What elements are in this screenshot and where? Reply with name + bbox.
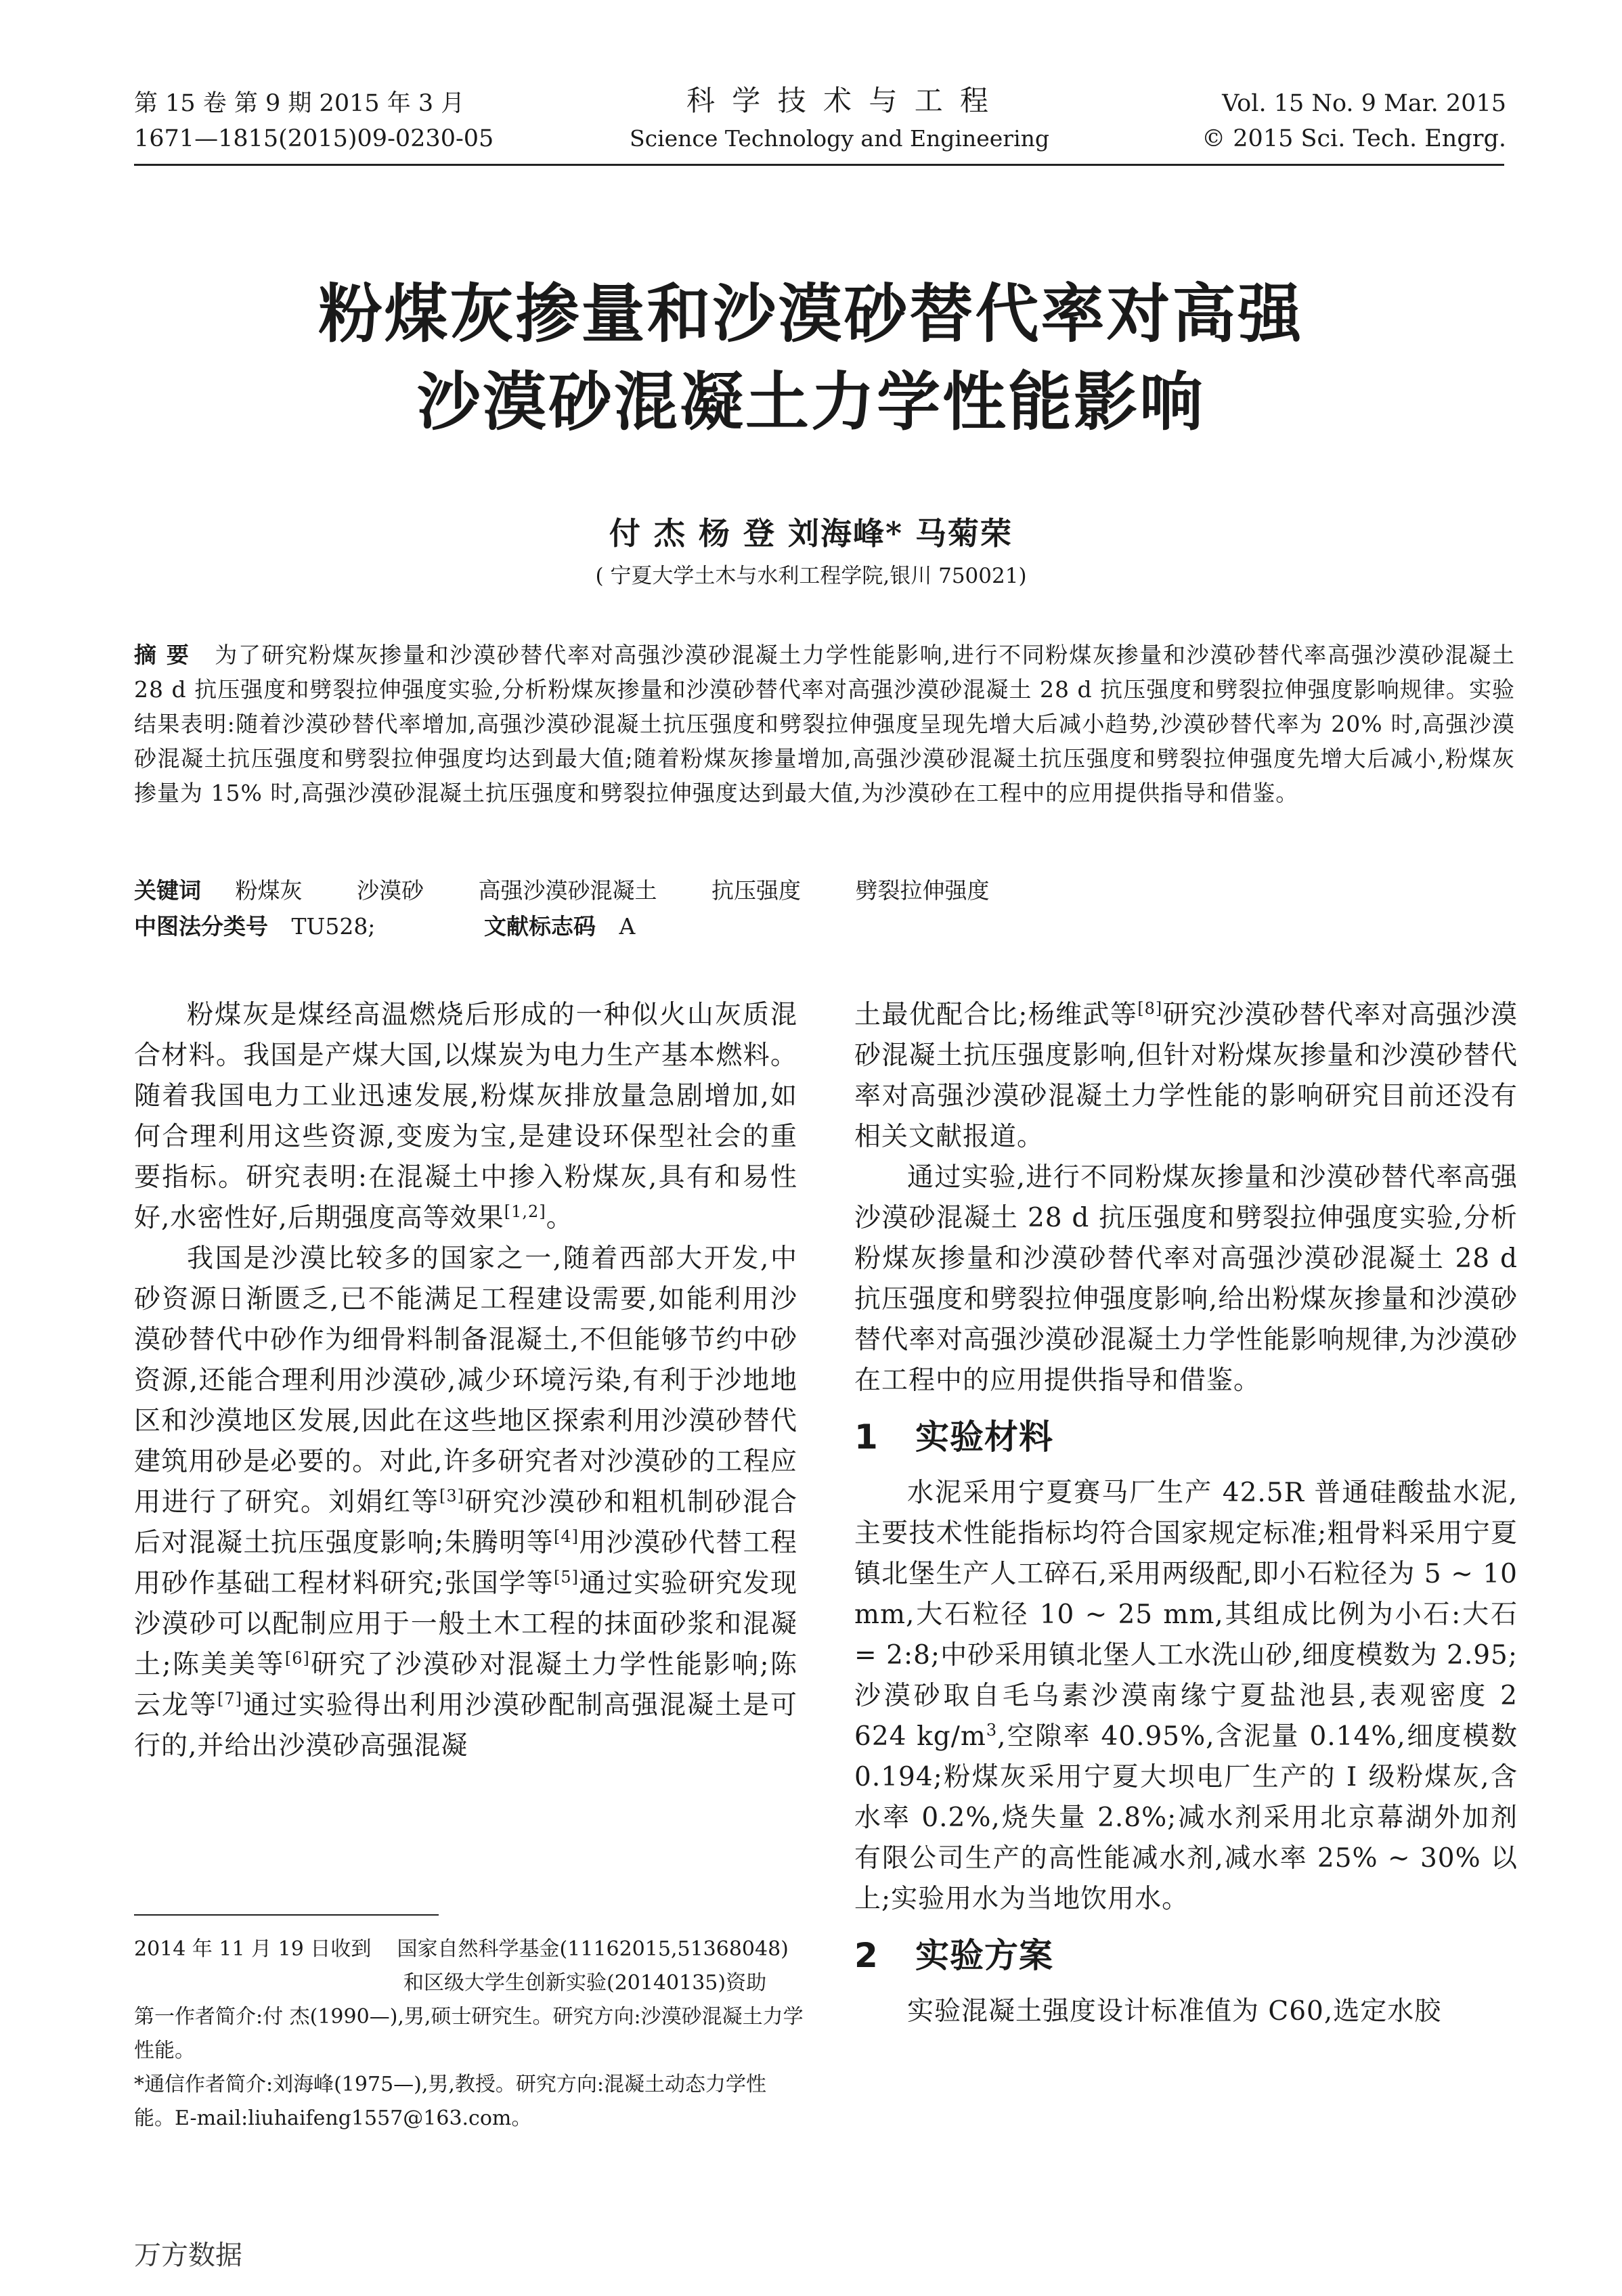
body-paragraph: 通过实验,进行不同粉煤灰掺量和沙漠砂替代率高强沙漠砂混凝土 28 d 抗压强度和劈裂拉伸强度实验,分析粉煤灰掺量和沙漠砂替代率对高强沙漠砂混凝土 28 d 抗压强度和劈裂拉伸强度影响,给出粉煤灰掺量和沙漠砂替代率对高强沙漠砂混凝土力学性能影响规律,为沙漠砂在工程中的应用提供指导和借鉴。 [854,1162,1518,1396]
clc-value: TU528; [291,913,376,940]
affiliation: ( 宁夏大学土木与水利工程学院,银川 750021) [595,564,1027,588]
footnote-funding: 2014 年 11 月 19 日收到 国家自然科学基金(11162015,51368048) [134,1937,789,1961]
citation: [7] [217,1690,242,1708]
doc-code-label: 文献标志码 [483,913,596,940]
citation: [3] [439,1486,464,1505]
footnote-funding-cont: 和区级大学生创新实验(20140135)资助 [403,1971,767,1995]
keyword-item: 高强沙漠砂混凝土 [478,877,657,904]
citation: [5] [554,1568,579,1587]
abstract-label: 摘 要 [134,642,190,668]
clc-label: 中图法分类号 [134,913,268,940]
footnotes [134,1933,804,2136]
citation: [6] [284,1649,310,1668]
journal-title-en: Science Technology and Engineering [629,125,1050,152]
journal-title-cn: 科 学 技 术 与 工 程 [686,84,993,117]
watermark: 万方数据 [134,2240,242,2271]
keywords-row [134,873,1037,908]
keyword-item: 沙漠砂 [357,877,424,904]
body-left-column [134,995,797,1767]
keyword-item: 劈裂拉伸强度 [855,877,990,904]
superscript: 3 [986,1721,998,1740]
journal-volume-info: 第 15 卷 第 9 期 2015 年 3 月 [134,90,465,117]
body-paragraph: 实验混凝土强度设计标准值为 C60,选定水胶 [907,1996,1442,2027]
paper-title-line1: 粉煤灰掺量和沙漠砂替代率对高强 [318,278,1304,351]
body-paragraph: 水泥采用宁夏赛马厂生产 42.5R 普通硅酸盐水泥,主要技术性能指标均符合国家规定标准;粗骨料采用宁夏镇北堡生产人工碎石,采用两级配,即小石粒径为 5 ~ 10 mm,大石粒径 10 ~ 25 mm,其组成比例为小石:大石 = 2:8;中砂采用镇北堡人工水洗山砂,细度模数为 2.95;沙漠砂取自毛乌素沙漠南缘宁夏盐池县,表观密度 2 624 $kg/m^3$,空隙率 40.95%,含泥量 0.14%,细度模数 0.194;粉煤灰采用宁夏大坝电厂生产的 Ⅰ 级粉煤灰,含水率 0.2%,烧失量 2.8%;减水剂采用北京幕湖外加剂有限公司生产的高性能减水剂,减水率 25% ~ 30% 以上;实验用水为当地饮用水。 [854,1478,1518,1914]
keyword-item: 粉煤灰 [235,877,303,904]
journal-volume-en: Vol. 15 No. 9 Mar. 2015 [1222,90,1506,117]
section-heading-1: 1 实验材料 [854,1417,1053,1457]
abstract [134,638,1515,810]
footnote-rule [134,1914,439,1916]
body-paragraph: 粉煤灰是煤经高温燃烧后形成的一种似火山灰质混合材料。我国是产煤大国,以煤炭为电力生产基本燃料。随着我国电力工业迅速发展,粉煤灰排放量急剧增加,如何合理利用这些资源,变废为宝,是建设环保型社会的重要指标。研究表明:在混凝土中掺入粉煤灰,具有和易性好,水密性好,后期强度高等效果[1,2]。 [134,1000,797,1233]
article-id: 1671—1815(2015)09-0230-05 [134,125,494,152]
footnote-corresponding-author: *通信作者简介:刘海峰(1975—),男,教授。研究方向:混凝土动态力学性能。E-mail:liuhaifeng1557@163.com。 [134,2073,767,2130]
citation: [4] [554,1527,579,1546]
section-heading-2: 2 实验方案 [854,1936,1053,1975]
footnote-first-author: 第一作者简介:付 杰(1990—),男,硕士研究生。研究方向:沙漠砂混凝土力学性能。 [134,2005,804,2062]
header-rule [134,164,1504,166]
body-paragraph: 土最优配合比;杨维武等[8]研究沙漠砂替代率对高强沙漠砂混凝土抗压强度影响,但针对粉煤灰掺量和沙漠砂替代率对高强沙漠砂混凝土力学性能的影响研究目前还没有相关文献报道。 [854,999,1518,1152]
citation: [8] [1137,999,1163,1018]
classification-row [134,909,682,944]
copyright-line: © 2015 Sci. Tech. Engrg. [1202,125,1506,152]
body-paragraph: 我国是沙漠比较多的国家之一,随着西部大开发,中砂资源日渐匮乏,已不能满足工程建设需要,如能利用沙漠砂替代中砂作为细骨料制备混凝土,不但能够节约中砂资源,还能合理利用沙漠砂,减少环境污染,有利于沙地地区和沙漠地区发展,因此在这些地区探索利用沙漠砂替代建筑用砂是必要的。对此,许多研究者对沙漠砂的工程应用进行了研究。刘娟红等[3]研究沙漠砂和粗机制砂混合后对混凝土抗压强度影响;朱腾明等[4]用沙漠砂代替工程用砂作基础工程材料研究;张国学等[5]通过实验研究发现沙漠砂可以配制应用于一般土木工程的抹面砂浆和混凝土;陈美美等[6]研究了沙漠砂对混凝土力学性能影响;陈云龙等[7]通过实验得出利用沙漠砂配制高强混凝土是可行的,并给出沙漠砂高强混凝 [134,1243,798,1761]
paper-title-line2: 沙漠砂混凝土力学性能影响 [416,366,1205,439]
author-list: 付 杰 杨 登 刘海峰* 马菊荣 [609,515,1013,552]
citation: [1,2] [504,1202,546,1221]
doc-code-value: A [619,913,636,940]
body-right-column [854,995,1518,2032]
keyword-item: 抗压强度 [711,877,801,904]
abstract-text: 为了研究粉煤灰掺量和沙漠砂替代率对高强沙漠砂混凝土力学性能影响,进行不同粉煤灰掺量和沙漠砂替代率高强沙漠砂混凝土 28 d 抗压强度和劈裂拉伸强度实验,分析粉煤灰掺量和沙漠砂替代率对高强沙漠砂混凝土 28 d 抗压强度和劈裂拉伸强度影响规律。实验结果表明:随着沙漠砂替代率增加,高强沙漠砂混凝土抗压强度和劈裂拉伸强度呈现先增大后减小趋势,沙漠砂替代率为 20% 时,高强沙漠砂混凝土抗压强度和劈裂拉伸强度均达到最大值;随着粉煤灰掺量增加,高强沙漠砂混凝土抗压强度和劈裂拉伸强度先增大后减小,粉煤灰掺量为 15% 时,高强沙漠砂混凝土抗压强度和劈裂拉伸强度达到最大值,为沙漠砂在工程中的应用提供指导和借鉴。 [134,642,1515,806]
keywords-label: 关键词 [134,877,201,904]
